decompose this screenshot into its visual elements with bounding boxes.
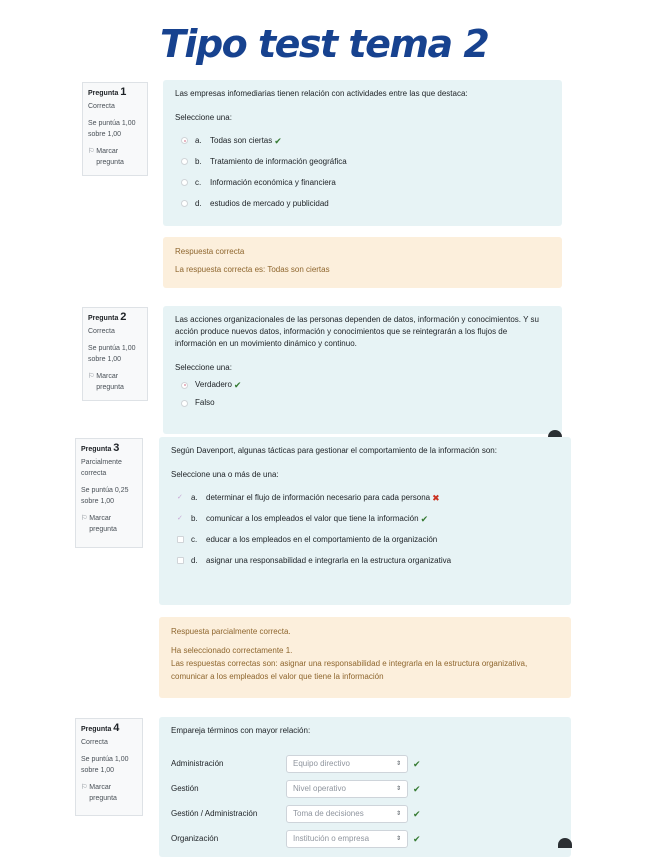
match-term: Organización bbox=[171, 833, 219, 843]
answer-option-a[interactable] bbox=[175, 130, 550, 151]
select-value: Toma de decisiones bbox=[293, 808, 364, 818]
updown-arrow-icon: ⇕ bbox=[395, 760, 401, 767]
question-number: 3 bbox=[113, 442, 120, 454]
match-select[interactable] bbox=[286, 755, 408, 773]
option-letter: c. bbox=[191, 534, 198, 544]
flag-icon: ⚐ bbox=[81, 515, 88, 522]
option-letter: b. bbox=[191, 513, 198, 523]
match-term: Administración bbox=[171, 758, 224, 768]
flag-question-link[interactable] bbox=[81, 513, 137, 535]
radio[interactable] bbox=[181, 200, 188, 207]
option-text: Todas son ciertas bbox=[210, 135, 273, 145]
question-label: Pregunta bbox=[81, 726, 112, 733]
check-icon: ✔ bbox=[413, 833, 421, 844]
question-text: Las acciones organizacionales de las personas dependen de datos, información y conocimientos. Y su acción produce nuevos datos, información y conocimientos que se reintegrarán a los flujos de información en un movimiento dinámico y continuo. bbox=[175, 315, 539, 348]
answer-prompt: Seleccione una: bbox=[175, 113, 232, 122]
checkbox[interactable] bbox=[177, 557, 184, 564]
question-number: 1 bbox=[120, 86, 127, 98]
question-grade: Se puntúa 0,25 sobre 1,00 bbox=[81, 487, 129, 505]
option-letter: d. bbox=[191, 555, 198, 565]
question-text: Según Davenport, algunas tácticas para gestionar el comportamiento de la información son: bbox=[171, 446, 497, 455]
question-grade: Se puntúa 1,00 sobre 1,00 bbox=[88, 345, 136, 363]
select-value: Equipo directivo bbox=[293, 758, 350, 768]
feedback-box-3 bbox=[159, 617, 571, 698]
check-icon: ✔ bbox=[420, 513, 429, 524]
updown-arrow-icon: ⇕ bbox=[395, 835, 401, 842]
answer-prompt: Seleccione una o más de una: bbox=[171, 470, 279, 479]
radio-selected[interactable] bbox=[181, 137, 188, 144]
question-grade: Se puntúa 1,00 sobre 1,00 bbox=[81, 756, 129, 774]
check-icon: ✔ bbox=[413, 758, 421, 769]
question-box-2 bbox=[163, 306, 562, 434]
option-text: Verdadero bbox=[195, 380, 232, 389]
match-select[interactable] bbox=[286, 830, 408, 848]
question-number: 2 bbox=[120, 311, 127, 323]
option-letter: a. bbox=[195, 135, 202, 145]
match-term: Gestión / Administración bbox=[171, 808, 258, 818]
select-value: Institución o empresa bbox=[293, 833, 370, 843]
question-label: Pregunta bbox=[88, 315, 119, 322]
answer-option-c[interactable] bbox=[175, 172, 550, 193]
checkbox-checked[interactable]: ✓ bbox=[177, 494, 183, 501]
question-label: Pregunta bbox=[88, 90, 119, 97]
radio[interactable] bbox=[181, 179, 188, 186]
flag-icon: ⚐ bbox=[81, 784, 88, 791]
answer-option-b[interactable] bbox=[171, 508, 559, 529]
question-box-3 bbox=[159, 437, 571, 605]
radio-selected[interactable] bbox=[181, 382, 188, 389]
match-row bbox=[171, 801, 559, 826]
match-row bbox=[171, 826, 559, 851]
updown-arrow-icon: ⇕ bbox=[395, 810, 401, 817]
check-icon: ✔ bbox=[233, 380, 242, 390]
feedback-status: Respuesta parcialmente correcta. bbox=[171, 627, 291, 636]
flag-question-link[interactable] bbox=[81, 782, 137, 804]
question-state: Correcta bbox=[81, 739, 108, 746]
check-icon: ✔ bbox=[413, 808, 421, 819]
answer-option-false[interactable] bbox=[175, 394, 550, 412]
feedback-right-answer: La respuesta correcta es: Todas son ciertas bbox=[175, 265, 330, 274]
feedback-right-answer: Las respuestas correctas son: asignar una responsabilidad e integrarla en la estructura organizativa, comunicar a los empleados el valor que tiene la información bbox=[171, 659, 528, 681]
checkbox-checked[interactable]: ✓ bbox=[177, 515, 183, 522]
question-number: 4 bbox=[113, 722, 120, 734]
question-state: Correcta bbox=[88, 103, 115, 110]
match-select[interactable] bbox=[286, 805, 408, 823]
checkbox[interactable] bbox=[177, 536, 184, 543]
feedback-selected-count: Ha seleccionado correctamente 1. bbox=[171, 646, 293, 655]
flag-question-link[interactable] bbox=[88, 371, 142, 393]
option-letter: b. bbox=[195, 156, 202, 166]
check-icon: ✔ bbox=[274, 135, 282, 146]
match-term: Gestión bbox=[171, 783, 199, 793]
flag-label: Marcar pregunta bbox=[89, 784, 117, 802]
option-letter: d. bbox=[195, 198, 202, 208]
question-box-1 bbox=[163, 80, 562, 226]
radio[interactable] bbox=[181, 158, 188, 165]
flag-icon: ⚐ bbox=[88, 148, 95, 155]
option-text: Falso bbox=[195, 398, 215, 407]
option-letter: a. bbox=[191, 492, 198, 502]
select-value: Nivel operativo bbox=[293, 783, 346, 793]
option-text: asignar una responsabilidad e integrarla en la estructura organizativa bbox=[206, 555, 452, 565]
question-label: Pregunta bbox=[81, 446, 112, 453]
option-letter: c. bbox=[195, 177, 202, 187]
updown-arrow-icon: ⇕ bbox=[395, 785, 401, 792]
flag-label: Marcar pregunta bbox=[96, 148, 124, 166]
flag-question-link[interactable] bbox=[88, 146, 142, 168]
option-text: determinar el flujo de información necesario para cada persona bbox=[206, 492, 431, 502]
option-text: Tratamiento de información geográfica bbox=[210, 156, 347, 166]
radio[interactable] bbox=[181, 400, 188, 407]
question-box-4 bbox=[159, 717, 571, 857]
scroll-top-button[interactable] bbox=[558, 838, 572, 848]
answer-option-true[interactable] bbox=[175, 376, 550, 394]
match-row bbox=[171, 751, 559, 776]
question-state: Correcta bbox=[88, 328, 115, 335]
feedback-box-1 bbox=[163, 237, 562, 288]
answer-option-d[interactable] bbox=[171, 550, 559, 571]
answer-option-d[interactable] bbox=[175, 193, 550, 214]
answer-option-c[interactable] bbox=[171, 529, 559, 550]
cross-icon: ✖ bbox=[432, 492, 440, 503]
match-row bbox=[171, 776, 559, 801]
option-text: educar a los empleados en el comportamiento de la organización bbox=[206, 534, 438, 544]
question-info-2 bbox=[82, 307, 148, 401]
option-text: estudios de mercado y publicidad bbox=[210, 198, 329, 208]
question-state: Parcialmente correcta bbox=[81, 459, 122, 477]
question-info-4 bbox=[75, 718, 143, 816]
option-text: Información económica y financiera bbox=[210, 177, 336, 187]
answer-prompt: Seleccione una: bbox=[175, 363, 232, 372]
match-select[interactable] bbox=[286, 780, 408, 798]
question-grade: Se puntúa 1,00 sobre 1,00 bbox=[88, 120, 136, 138]
question-text: Empareja términos con mayor relación: bbox=[171, 726, 311, 735]
answer-option-b[interactable] bbox=[175, 151, 550, 172]
page-title: Tipo test tema 2 bbox=[160, 22, 489, 66]
check-icon: ✔ bbox=[413, 783, 421, 794]
question-info-3 bbox=[75, 438, 143, 548]
flag-icon: ⚐ bbox=[88, 373, 95, 380]
option-text: comunicar a los empleados el valor que tiene la información bbox=[206, 513, 419, 523]
question-text: Las empresas infomediarias tienen relación con actividades entre las que destaca: bbox=[175, 89, 468, 98]
flag-label: Marcar pregunta bbox=[89, 515, 117, 533]
flag-label: Marcar pregunta bbox=[96, 373, 124, 391]
question-info-1 bbox=[82, 82, 148, 176]
feedback-status: Respuesta correcta bbox=[175, 247, 245, 256]
answer-option-a[interactable] bbox=[171, 487, 559, 508]
